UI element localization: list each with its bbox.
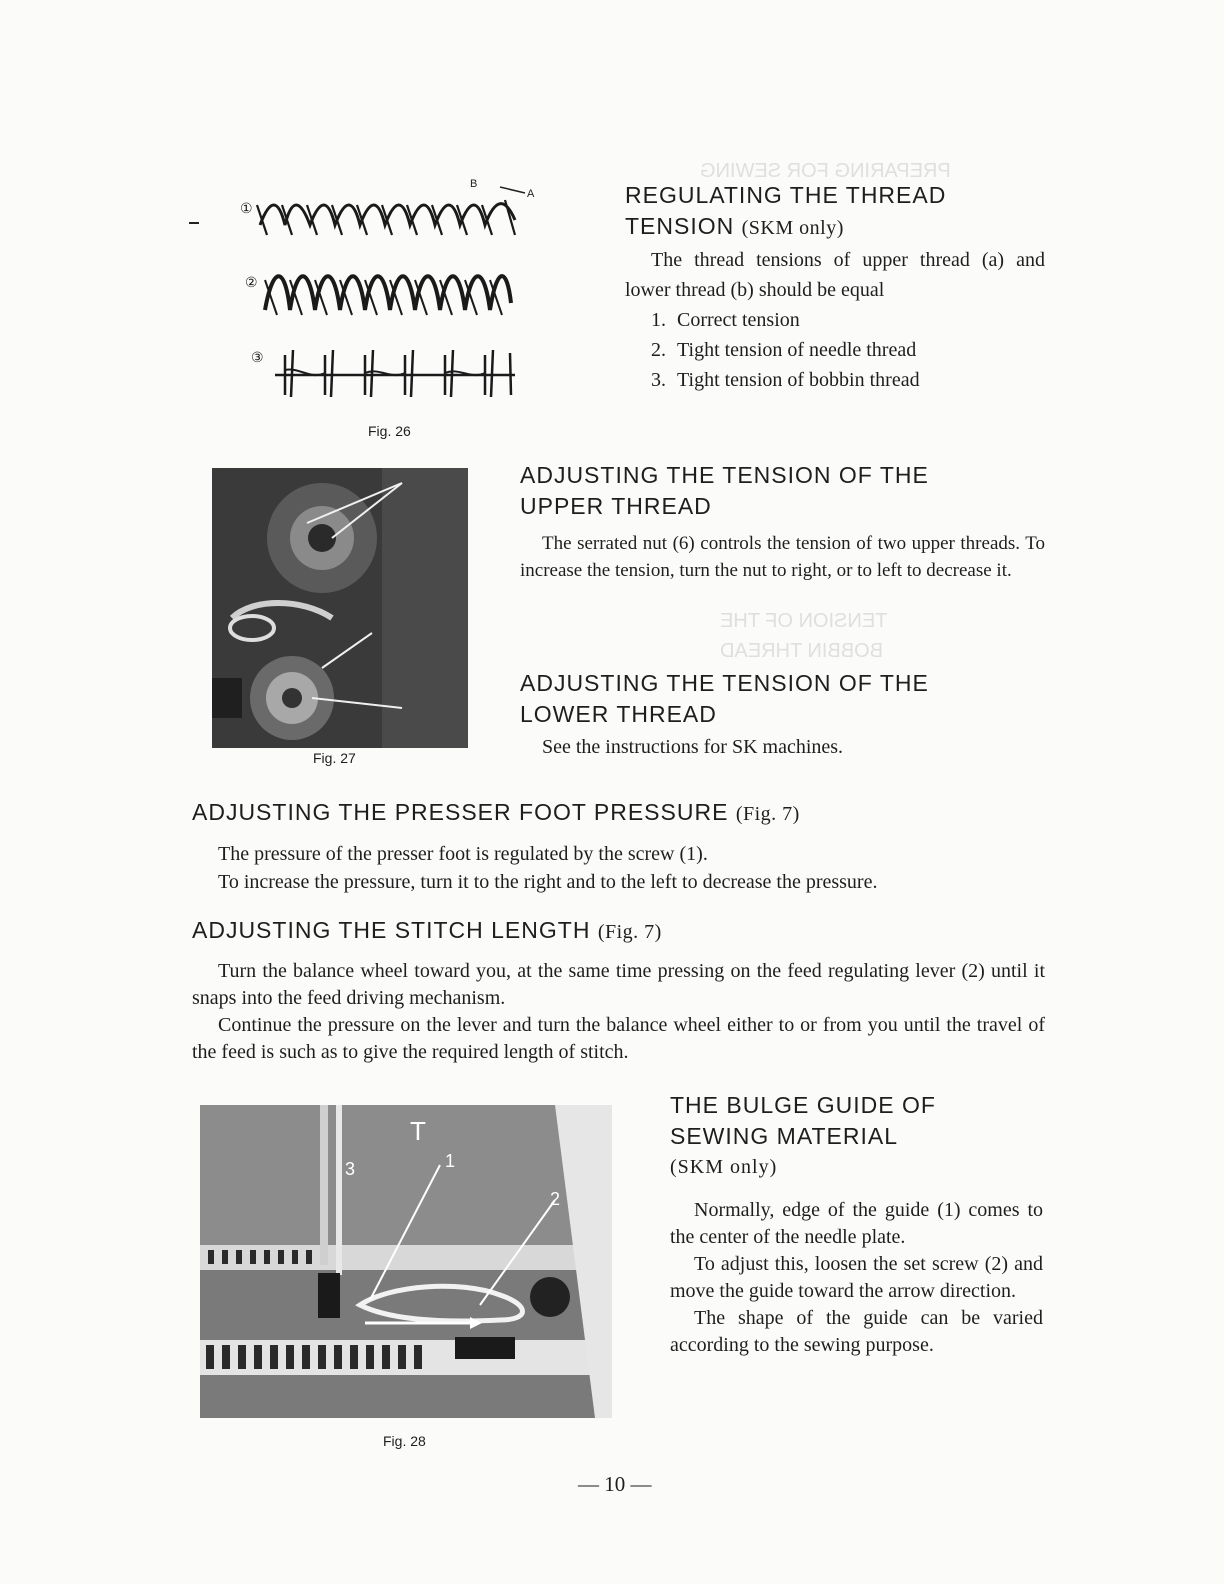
section-heading-line2: LOWER THREAD: [520, 701, 717, 727]
paragraph: The shape of the guide can be varied according to the sewing purpose.: [670, 1307, 1043, 1356]
section-presser-foot: [192, 797, 1047, 896]
paragraph: The pressure of the presser foot is regulated by the screw (1).: [218, 843, 708, 865]
callout-1: 1: [445, 1151, 456, 1171]
callout-3: 3: [345, 1159, 356, 1179]
figure-caption: Fig. 28: [383, 1433, 426, 1449]
label-b: B: [470, 178, 478, 190]
svg-text:T: T: [410, 1116, 426, 1146]
section-heading-line2: SEWING MATERIAL: [670, 1123, 898, 1149]
section-heading: ADJUSTING THE TENSION OF THE: [520, 462, 929, 488]
section-heading-line2: [625, 211, 1045, 244]
section-stitch-length: [192, 915, 1045, 1066]
list-number: 3.: [651, 369, 666, 391]
section-heading: REGULATING THE THREAD: [625, 182, 947, 208]
paragraph: The thread tensions of upper thread (a) and lower thread (b) should be equal: [625, 249, 1045, 301]
section-heading-line2: UPPER THREAD: [520, 493, 712, 519]
paragraph: Normally, edge of the guide (1) comes to the center of the needle plate.: [670, 1199, 1043, 1248]
section-heading: ADJUSTING THE TENSION OF THE: [520, 670, 929, 696]
callout-2: 2: [550, 1189, 561, 1209]
bleed-through-text: TENSION OF THE: [720, 610, 888, 632]
list-item: [651, 335, 1045, 365]
figure-28-photo: [200, 1105, 612, 1418]
list-text: Tight tension of needle thread: [677, 339, 917, 361]
section-heading: THE BULGE GUIDE OF: [670, 1092, 936, 1118]
paragraph: Turn the balance wheel toward you, at the same time pressing on the feed regulating lever (2) until it snaps into the feed driving mechanism.: [192, 960, 1045, 1009]
figure-26: [185, 175, 545, 445]
marker-2: ②: [245, 274, 258, 290]
paragraph: The serrated nut (6) controls the tension of two upper threads. To increase the tension, turn the nut to right, or to left to decrease it.: [520, 533, 1045, 581]
marker-1: ①: [240, 200, 253, 216]
list-text: Tight tension of bobbin thread: [677, 369, 920, 391]
section-heading: [192, 797, 1047, 830]
heading-text: TENSION: [625, 213, 735, 239]
list-text: Correct tension: [677, 309, 800, 331]
list-item: [651, 365, 1045, 395]
section-bulge-guide: [670, 1090, 1043, 1359]
page-number: — 10 —: [578, 1472, 652, 1496]
list-number: 2.: [651, 339, 666, 361]
heading-note: (Fig. 7): [597, 921, 662, 943]
section-heading: [192, 915, 1045, 948]
bleed-through-text: BOBBIN THREAD: [720, 640, 883, 662]
stitch-tension-diagram: [185, 175, 545, 445]
list-number: 1.: [651, 309, 666, 331]
bleed-through-text: PREPARING FOR SEWING: [700, 160, 951, 182]
heading-note: (Fig. 7): [735, 803, 800, 825]
tension-list: [625, 305, 1045, 395]
paragraph: To increase the pressure, turn it to the right and to the left to decrease the pressure.: [218, 871, 878, 893]
paragraph: To adjust this, loosen the set screw (2) and move the guide toward the arrow direction.: [670, 1253, 1043, 1302]
figure-27-photo: [212, 468, 468, 748]
figure-caption: Fig. 26: [368, 423, 411, 439]
list-item: [651, 305, 1045, 335]
label-a: A: [527, 188, 535, 200]
section-upper-thread: [520, 460, 1045, 584]
figure-caption: Fig. 27: [313, 750, 356, 766]
paragraph: Continue the pressure on the lever and turn the balance wheel either to or from you until the travel of the feed is such as to give the required length of stitch.: [192, 1014, 1045, 1063]
paragraph: See the instructions for SK machines.: [542, 736, 844, 758]
heading-note: (SKM only): [670, 1156, 778, 1178]
heading-text: ADJUSTING THE STITCH LENGTH: [192, 917, 591, 943]
heading-text: ADJUSTING THE PRESSER FOOT PRESSURE: [192, 799, 729, 825]
section-regulating-tension: [625, 180, 1045, 395]
marker-3: ③: [251, 349, 264, 365]
section-lower-thread: [520, 668, 1045, 762]
heading-note: (SKM only): [741, 217, 844, 239]
